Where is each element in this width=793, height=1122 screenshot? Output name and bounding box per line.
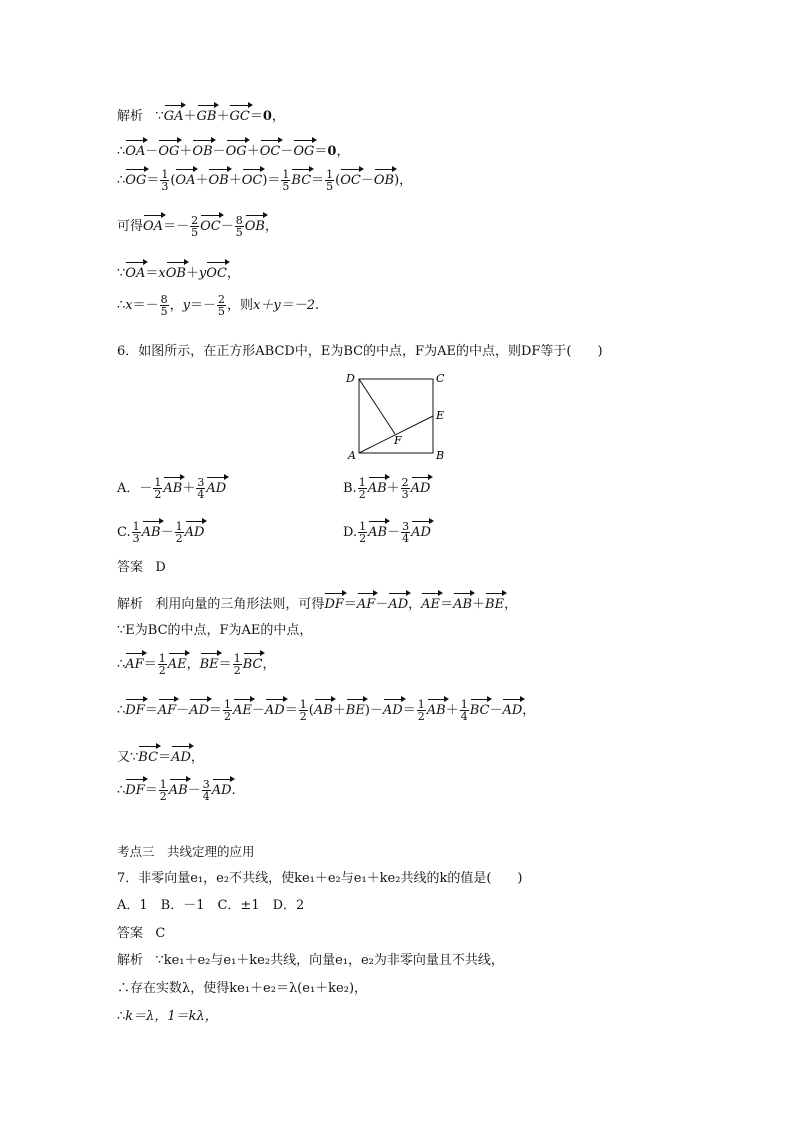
q6-analysis-line1: 解析 利用向量的三角形法则，可得DF＝AF－AD，AE＝AB＋BE， xyxy=(117,592,517,613)
zero-vector: 0 xyxy=(262,109,272,124)
analysis-text: ke₁＋e₂与e₁＋ke₂共线，向量e₁，e₂为非零向量且不共线， xyxy=(163,953,504,968)
sol5-line1: 解析 ∵GA＋GB＋GC＝0， xyxy=(117,104,285,125)
analysis-text: k＝λ，1＝kλ， xyxy=(125,1009,218,1024)
analysis-text: 存在实数λ，使得ke₁＋e₂＝λ(e₁＋ke₂)， xyxy=(130,981,368,996)
sol5-final: x＋y＝－2. xyxy=(253,298,320,313)
therefore-symbol: ∴ xyxy=(117,298,126,313)
answer-value: C xyxy=(155,926,166,941)
because-symbol: ∵ xyxy=(117,623,126,638)
section-heading: 考点三 共线定理的应用 xyxy=(117,844,255,859)
label-e: E xyxy=(436,409,445,422)
answer-value: D xyxy=(155,560,166,575)
q6-analysis-line2 xyxy=(117,624,312,639)
q7-stem: 7．非零向量e₁，e₂不共线，使ke₁＋e₂与e₁＋ke₂共线的k的值是( ) xyxy=(117,871,523,886)
q6-analysis-line4: ∴DF＝AF－AD＝ $\frac{1}{2}$ AE－AD＝ $\frac{1}{2}$ (AB＋BE)－AD＝ $\frac{1}{2}$ AB＋ $\frac{1}{4}$ BC－AD， xyxy=(117,698,536,723)
analysis-label: 解析 xyxy=(117,953,144,968)
therefore-symbol: ∴ xyxy=(117,783,126,798)
q6-option-d[interactable]: D. $\frac{1}{2}$ AB－ $\frac{3}{4}$ AD xyxy=(343,520,431,545)
analysis-label: 解析 xyxy=(117,597,144,612)
sol5-line2: ∴OA－OG＋OB－OG＋OC－OG＝0， xyxy=(117,139,349,160)
therefore-symbol: ∴ xyxy=(117,981,131,996)
answer-label: 答案 xyxy=(117,560,144,575)
q6-stem: 6．如图所示，在正方形ABCD中，E为BC的中点，F为AE的中点，则DF等于( ) xyxy=(117,344,603,359)
q7-options[interactable]: A．1 B．－1 C．±1 D．2 xyxy=(117,898,305,913)
you-label: 又 xyxy=(117,750,131,765)
because-symbol: ∵ xyxy=(155,109,164,124)
option-c-label: C. xyxy=(117,525,131,540)
ke-de-label: 可得 xyxy=(117,219,144,234)
square-figure xyxy=(340,368,450,464)
q6-option-b[interactable]: B. $\frac{1}{2}$ AB＋ $\frac{2}{3}$ AD xyxy=(343,476,431,501)
label-b: B xyxy=(436,449,445,462)
q6-option-a[interactable]: A．－ $\frac{1}{2}$ AB＋ $\frac{3}{4}$ AD xyxy=(117,476,227,501)
label-f: F xyxy=(394,434,402,447)
label-d: D xyxy=(346,372,355,385)
label-a: A xyxy=(348,449,356,462)
sol5-line3: ∴OG＝ $\frac{1}{3}$ (OA＋OB＋OC)＝ $\frac{1}{5}$ BC＝ $\frac{1}{5}$ (OC－OB)， xyxy=(117,168,413,193)
therefore-symbol: ∴ xyxy=(117,144,126,159)
analysis-text: 利用向量的三角形法则，可得 xyxy=(155,597,325,612)
sol5-line6: ∴x＝－ $\frac{8}{5}$ ，y＝－ $\frac{2}{5}$ ，则x＋y＝－2. xyxy=(117,293,320,318)
segment-de xyxy=(359,379,395,434)
q7-answer xyxy=(117,927,165,942)
label-c: C xyxy=(436,372,445,385)
therefore-symbol: ∴ xyxy=(117,703,126,718)
because-symbol: ∵ xyxy=(117,266,126,281)
sol5-line4: 可得OA＝－ $\frac{2}{5}$ OC－ $\frac{8}{5}$ OB， xyxy=(117,214,278,239)
option-a-label: A． xyxy=(117,481,140,496)
q7-analysis-line1 xyxy=(117,954,504,969)
q6-answer xyxy=(117,561,166,576)
option-b-label: B. xyxy=(343,481,357,496)
option-d-label: D. xyxy=(343,525,358,540)
sol5-line5: ∵OA＝xOB＋yOC， xyxy=(117,261,240,282)
because-symbol: ∵ xyxy=(155,953,164,968)
therefore-symbol: ∴ xyxy=(117,1009,126,1024)
therefore-symbol: ∴ xyxy=(117,657,126,672)
q7-analysis-line2 xyxy=(117,982,367,997)
q6-analysis-line5: 又∵BC＝AD， xyxy=(117,745,204,766)
q6-analysis-line3: ∴AF＝ $\frac{1}{2}$ AE，BE＝ $\frac{1}{2}$ BC， xyxy=(117,652,276,677)
condition-text: E为BC的中点，F为AE的中点， xyxy=(125,623,313,638)
q6-option-c[interactable]: C. $\frac{1}{3}$ AB－ $\frac{1}{2}$ AD xyxy=(117,520,205,545)
therefore-symbol: ∴ xyxy=(117,173,126,188)
analysis-label: 解析 xyxy=(117,109,144,124)
because-symbol: ∵ xyxy=(130,750,139,765)
answer-label: 答案 xyxy=(117,926,144,941)
q6-analysis-line6: ∴DF＝ $\frac{1}{2}$ AB－ $\frac{3}{4}$ AD. xyxy=(117,778,236,803)
q7-analysis-line3 xyxy=(117,1010,218,1025)
sol5-tail: ，则 xyxy=(227,298,254,313)
